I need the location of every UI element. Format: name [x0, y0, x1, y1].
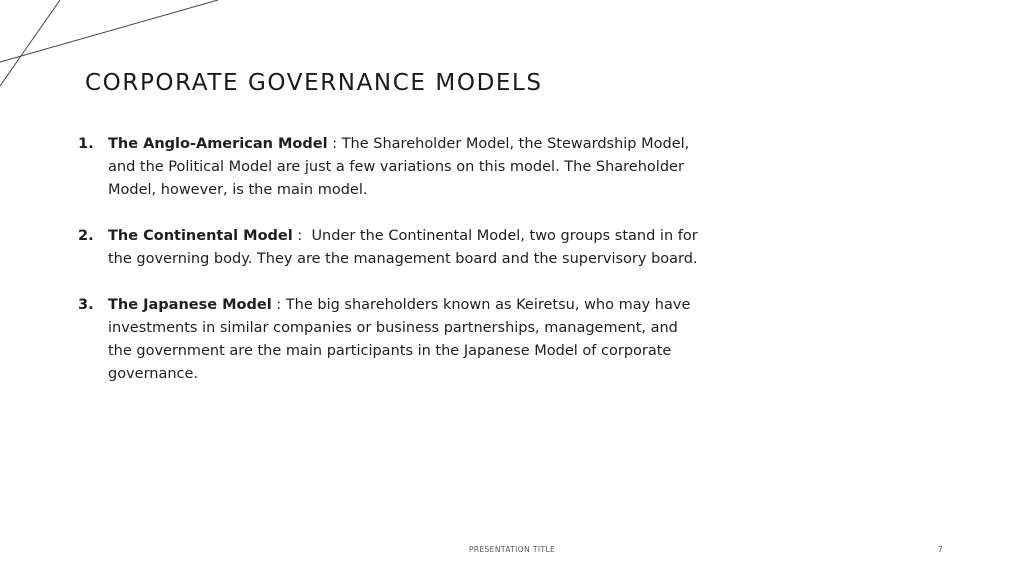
model-name: The Japanese Model	[108, 297, 272, 313]
decorative-line-diagonal	[0, 0, 60, 86]
list-item-continental	[78, 225, 703, 271]
list-item-number: 3.	[78, 297, 94, 313]
list-item-japanese	[78, 294, 703, 386]
model-description: The big shareholders known as Keiretsu, who may have investments in similar companies or business partnerships, management, and the government are the main participants in the Japanese Model of corporate governance.	[108, 297, 691, 382]
model-name: The Continental Model	[108, 228, 293, 244]
list-item-number: 2.	[78, 228, 94, 244]
model-description: Under the Continental Model, two groups stand in for the governing body. They are the management board and the supervisory board.	[108, 228, 698, 267]
footer-presentation-title: PRESENTATION TITLE	[468, 545, 556, 554]
page-number: 7	[938, 545, 943, 554]
list-item-number: 1.	[78, 136, 94, 152]
slide-title: CORPORATE GOVERNANCE MODELS	[85, 70, 543, 96]
model-separator: :	[292, 228, 312, 244]
model-separator: :	[271, 297, 286, 313]
model-name: The Anglo-American Model	[108, 136, 328, 152]
decorative-line-horizontal	[0, 0, 218, 62]
list-item-anglo-american	[78, 133, 703, 202]
models-list	[78, 133, 703, 409]
model-separator: :	[327, 136, 342, 152]
model-description: The Shareholder Model, the Stewardship Model, and the Political Model are just a few variations on this model. The Shareholder Model, however, is the main model.	[108, 136, 690, 198]
